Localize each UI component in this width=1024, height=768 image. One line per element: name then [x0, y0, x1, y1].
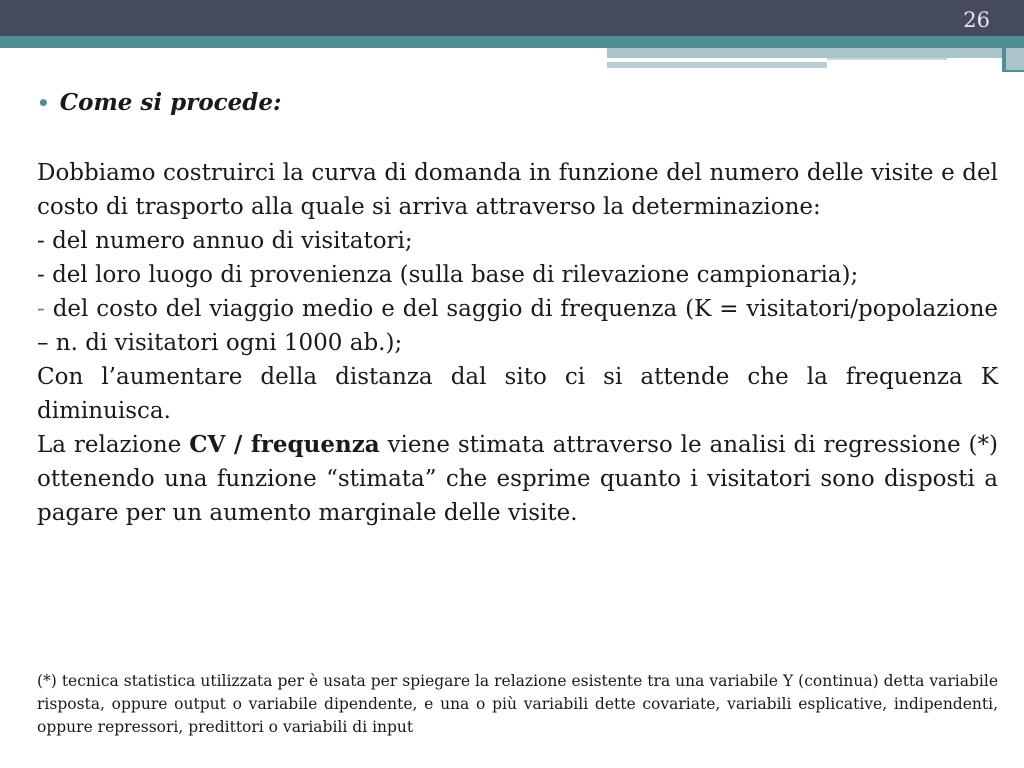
header-light-band [607, 48, 1002, 58]
header-light-band-small [607, 62, 827, 68]
bullet-heading [37, 86, 998, 120]
paragraph-distance: Con l’aumentare della distanza dal sito ci si attende che la frequenza K diminuisca. [37, 364, 998, 424]
relation-end: viene stimata attraverso le analisi di regressione (*) ottenendo una funzione “stimata” che esprime quanto i visitatori sono disposti a pagare per un aumento marginale delle visite. [37, 432, 998, 526]
footnote: (*) tecnica statistica utilizzata per è usata per spiegare la relazione esistente tra una variabile Y (continua) detta variabile risposta, oppure output o variabile dipendente, e una o più variabili dette covariate, variabili esplicative, indipendenti, oppure repressori, predittori o variabili di input [37, 672, 998, 736]
list-item-origin: - del loro luogo di provenienza (sulla base di rilevazione campionaria); [37, 262, 859, 288]
slide-content [37, 86, 998, 530]
bullet-icon: • [37, 91, 50, 115]
list-item-visitors: - del numero annuo di visitatori; [37, 228, 413, 254]
header-accent-band [0, 36, 1024, 48]
body-text [37, 156, 998, 530]
header-thin-line [827, 58, 947, 60]
list-item-cost [37, 292, 998, 360]
list-item-cost-text: del costo del viaggio medio e del saggio di frequenza (K = visitatori/popolazione – n. di visitatori ogni 1000 ab.); [37, 296, 998, 356]
paragraph-intro: Dobbiamo costruirci la curva di domanda in funzione del numero delle visite e del costo di trasporto alla quale si arriva attraverso la determinazione: [37, 160, 998, 220]
heading-text: Come si procede: [59, 89, 282, 116]
relation-bold: CV / frequenza [189, 431, 380, 458]
relation-start: La relazione [37, 432, 190, 458]
slide-number: 26 [963, 8, 990, 32]
header-bar [0, 0, 1024, 36]
paragraph-relation [37, 428, 998, 530]
dash-marker: - [37, 296, 45, 322]
header-right-stub-inner [1006, 48, 1024, 70]
